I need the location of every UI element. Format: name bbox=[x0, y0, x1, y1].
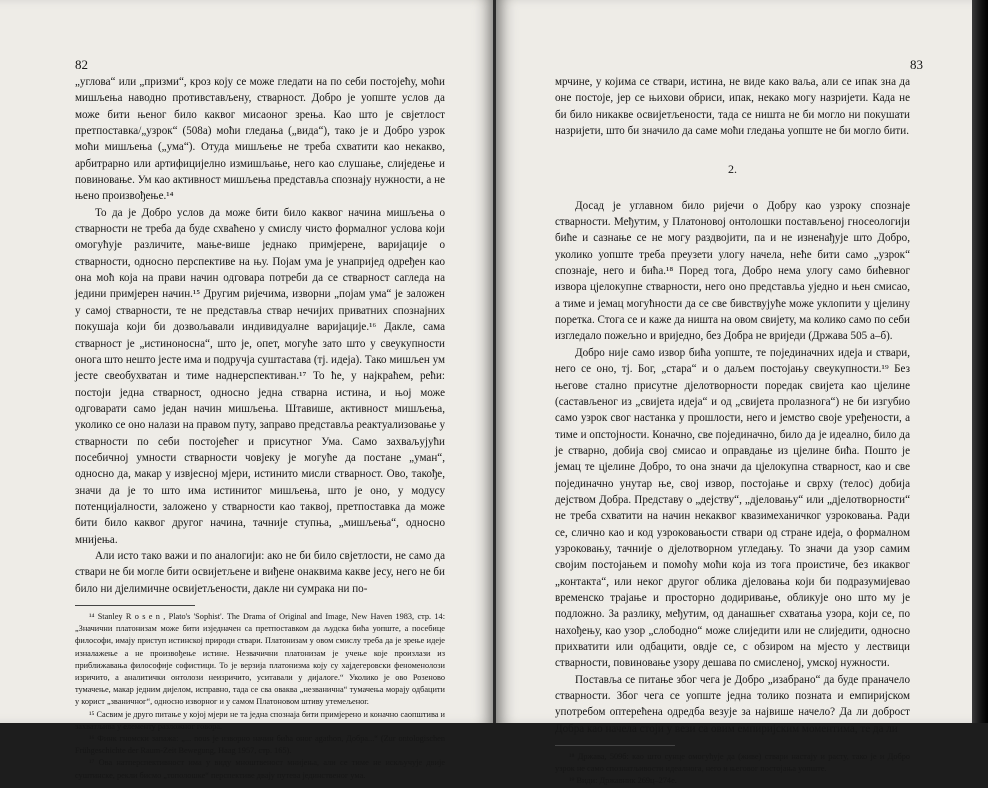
footnote: ¹⁷ Ова натперспективност има у виду мноштвеност мнијења, али се тиме не искључује двије суштинске, рекли бисмо „тополошке“ перспективе двају путева јединственог ума. bbox=[75, 758, 445, 780]
left-page bbox=[0, 0, 494, 780]
footnote: ¹⁵ Сасвим је друго питање у којој мјери не та једна спознаја бити примјерено и коначно саопштива и захватљива у елементу разложног говора. bbox=[75, 709, 445, 731]
footnote: ¹⁸ Држава, 509б: као што сунце омогућује да (живе) ствари настају и расту, тако је и Добро узрок не само спознатљивости идеалнога, него и његовог постојања уопште. bbox=[555, 752, 910, 774]
paragraph: Досад је углавном било ријечи о Добру као узроку спознаје стварности. Међутим, у Платоновој онтолошки постављеној гносеологији биће и сазнање се не могу раздвојити, па и не изненађује што Добро, уколико уопште треба преузети улогу начела, неће бити само „узрок“ спознаје, него и бића.¹⁸ Поред тога, Добро нема улогу само бићевног извора цјелокупне стварности, него оно представља уједно и њен смисао, а тиме и јемац могућности да се све бивствујуће може уклопити у цјелину поретка. Стога се и каже да ништа на овом свијету, ма колико само по себи изгледало пожељно и вриједно, без Добра не вриједи (Држава 505 а–б). bbox=[555, 199, 910, 343]
page-number: 82 bbox=[75, 57, 88, 72]
page-edge-shadow bbox=[972, 0, 988, 723]
left-page-body bbox=[75, 74, 445, 782]
footnote-divider bbox=[555, 745, 675, 746]
footnote: ¹⁹ Види: Државник 269ц–274е. bbox=[569, 776, 677, 786]
paragraph: То да је Добро услов да може бити било каквог начина мишљења о стварности не треба да буде схваћено у смислу чисто формалног услова који омогућује различите, мање-више једнако примјерене, варијације о стварности, односно перспективе на њу. Појам ума је унапријед одређен као она моћ која на прави начин одговара потреби да се стварност сагледа на једини примјерен начин.¹⁵ Другим ријечима, изворни „појам ума“ је заложен у самој стварности, те не представља ствар нечијих приватних спознајних покушаја који би дозвољавали индивидуалне варијације.¹⁶ Дакле, сама стварност је „истиноносна“, што је, опет, могуће зато што у свеукупности онога што нешто јесте има и подручја суштастава (тј. идеја). Тако мишљен ум јесте свеобухватан и тиме наднерспективан.¹⁷ То ће, у најкраћем, рећи: постоји једна стварност, односно једна стварна истина, и њој може одговарати само један начин мишљења. Штавише, активност мишљења, уколико се оно налази на правом путу, заправо представља реактуализовање у стварности по себи постојећег и присутног Ума. Само захваљујући посебичној умности стварности човјеку је могуће да постане „уман“, односно да, макар у извјесној мјери, истинито мисли стварност. Ово, такође, значи да је то што има истинитог мишљења, што је оно, у модусу потенцијалности, заложено у стварности као таквој, претпоставка да може бити било каквог другог начина, тачније ступња, „мишљења“, односно мнијења. bbox=[75, 206, 445, 546]
paragraph: Добро није само извор бића уопште, те појединачних идеја и ствари, него се оно, тј. Бог, „стара“ и о даљем постојању свеукупности.¹⁹ Без његове стално присутне дјелотворности поредак свијета као цјелине (састављеног из „свијета идеја“ и од „свијета пролазнога“) не би изгубио само узрок свог настанка у прошлости, него и јемство своје уређености, а тиме и опстојности. Коначно, све појединачно, било да је идеално, било да је стварно, добија свој смисао и оправдање из цјелине бића. Пошто је јемац те цјелине Добро, то она значи да цјелокупна стварност, као и све појединачно унутар ње, свој извор, постојање и сврху (телос) добија дејством Добра. Представу о „дејству“, „дјеловању“ или „дјелотворности“ не треба схватити на начин некаквог квазимеханичког узроковања. Ради се, слично као и код узроковањости ствари од стране идеја, о формалном узроковању, тачније о дјелотворном угледању. То значи да узор самим својим постојањем и помоћу моћи која из тога проистиче, без икаквог „контакта“, или неког другог облика дјеловања који би подразумијевао временско трајање и просторно додиривање, обликује оно што му је подложно. За разлику, међутим, од данашњег схватања узора, који се, по нахођењу, као узор „слободно“ може слиједити или не слиједити, односно прихватити или одбацити, овдје се, с обзиром на мјесто у лествици стварности, повиновање узору дешава по смисленој, умској нужности. bbox=[555, 346, 910, 670]
paragraph: Постављa се питање због чега је Добро „изабрано“ да буде праначело стварности. Због чега се уопште једна толико позната и емпиријском употребом оптерећена одредба везује за највише начело? Да ли добрoст Добра као начела стоји у вези са овим емпиријским моментима, те да ли bbox=[555, 673, 910, 735]
footnote-divider bbox=[75, 605, 195, 606]
page-number: 83 bbox=[910, 57, 923, 72]
right-page bbox=[496, 0, 972, 786]
section-heading: 2. bbox=[728, 162, 737, 177]
paragraph: мрчине, у којима се ствари, истина, не виде како ваља, али се ипак зна да оне постоје, јер се њихови обриси, ипак, некако могу назријети. Када не би било никакве освијетљености, тада се ништа не би могло ни покушати назријети, што би значило да саме моћи гледања уопште не би могло бити. bbox=[555, 76, 910, 138]
footnotes bbox=[555, 751, 910, 788]
paragraph: Али исто тако важи и по аналогији: ако не би било свјетлости, не само да ствари не би могле бити освијетљене и виђене онаквима какве јесу, него не би било ни дјелимичне освијетљености, дакле ни сумрака ни по- bbox=[75, 549, 445, 595]
footnote: ¹⁴ Stanley R o s e n , Plato's 'Sophist'. The Drama of Original and Image, New Haven 1983, стр. 14: „Значични платонизам може бити изједначен са претпоставком да људска бића уопште, а посебице философи, имају приступ истинској природи ствари. Платонизам у овом смислу треба да је зрење идеје изналажење а не произвођење истине. Незвачични платонизам је учење које произлази из приближавања философије софистици. То је верзија платонизма коју су хајдегеровски феноменолози изричито, а аналитички онтолози неизричито, уситавали у дијалоге.“ Уколико је ово Розеново тумачење, макар једним дијелом, исправно, тада се сва оваква „незванична“ тумачења морају одбацити у корист „званичног“, односно изворног и у самом Платоновом штиву утемељеног. bbox=[75, 612, 445, 707]
right-page-body bbox=[555, 74, 910, 788]
footnote: ¹⁶ Финк гномски запажа: „... nous је изворно начин бића оног agathon, Добра...“ (Zur ontologischen Frühgeschichte der Raum-Zeit Bewegung, Haag 1957, стр. 165). bbox=[75, 734, 445, 756]
footnotes bbox=[75, 611, 445, 782]
paragraph: „углова“ или „призми“, кроз коју се може гледати на по себи постојећу, моћи мишљења наводно противстављену, стварност. Добро је уопште услов да може бити њеног било каквог мисаоног зрења. Као што је свјетлост претпоставка/„узрок“ (508а) моћи гледања („вида“), тако је и Добро узрок моћи мишљења („ума“). Отуда мишљење не треба схватити као некакво, арбитрарно или артифицијелно измишљање, него као слушање, слиједење и повиновање. Ум као активност мишљења представља спознају нужности, а не њено произвођење.¹⁴ bbox=[75, 76, 445, 203]
